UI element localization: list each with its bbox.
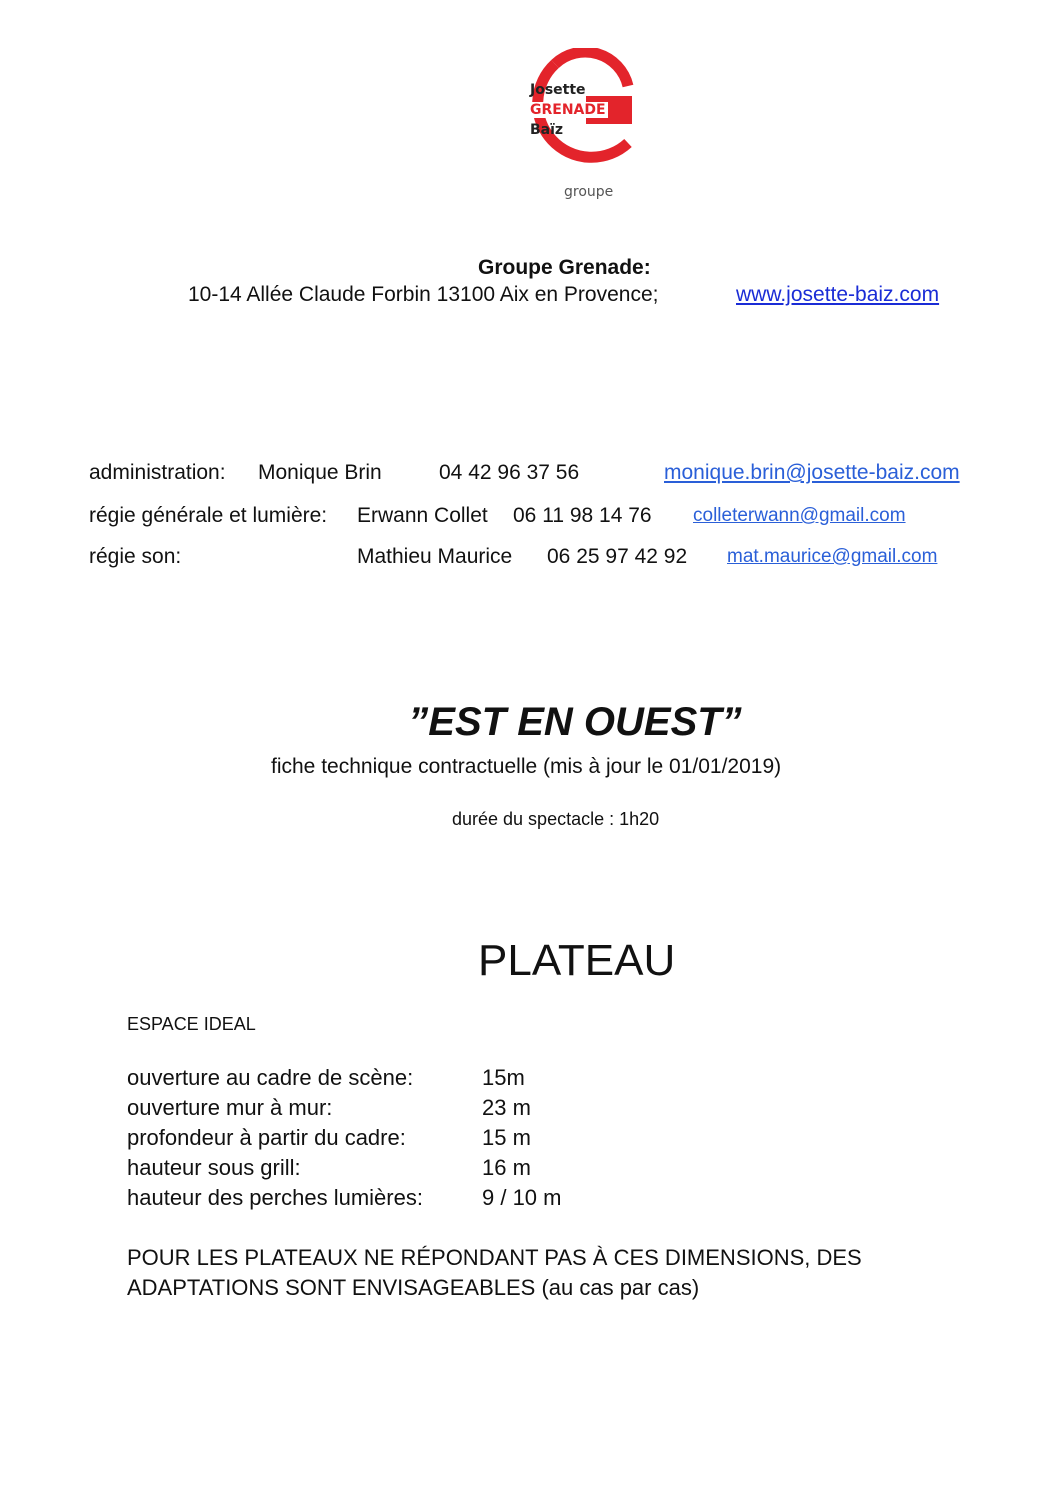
contact-phone: 06 25 97 42 92 <box>547 545 688 568</box>
dimension-value: 15 m <box>482 1125 531 1150</box>
contact-name: Mathieu Maurice <box>357 545 513 568</box>
logo-caption: groupe <box>564 184 614 200</box>
dimension-label: ouverture mur à mur: <box>127 1095 333 1120</box>
contact-phone: 04 42 96 37 56 <box>439 461 580 484</box>
logo-line-baiz: Baïz <box>530 122 564 138</box>
organization-name: Groupe Grenade: <box>478 256 651 279</box>
dimension-label: hauteur des perches lumières: <box>127 1185 423 1210</box>
contact-role: administration: <box>89 461 226 484</box>
contact-role: régie son: <box>89 545 182 568</box>
espace-label: ESPACE IDEAL <box>127 1014 256 1034</box>
show-title: ”EST EN OUEST” <box>408 700 742 744</box>
plateau-heading: PLATEAU <box>478 936 676 985</box>
dimension-label: profondeur à partir du cadre: <box>127 1125 406 1150</box>
company-logo <box>520 48 640 208</box>
dimension-value: 16 m <box>482 1155 531 1180</box>
dimension-label: ouverture au cadre de scène: <box>127 1065 414 1090</box>
contact-name: Monique Brin <box>258 461 382 484</box>
contact-name: Erwann Collet <box>357 504 488 527</box>
adaptation-note: POUR LES PLATEAUX NE RÉPONDANT PAS À CES DIMENSIONS, DES ADAPTATIONS SONT ENVISAGEABLES (au cas par cas) <box>127 1245 862 1300</box>
show-duration: durée du spectacle : 1h20 <box>452 809 660 829</box>
show-subtitle: fiche technique contractuelle (mis à jour le 01/01/2019) <box>271 755 782 778</box>
dimension-label: hauteur sous grill: <box>127 1155 301 1180</box>
organization-address: 10-14 Allée Claude Forbin 13100 Aix en Provence; <box>188 283 659 306</box>
dimension-value: 9 / 10 m <box>482 1185 562 1210</box>
website-link[interactable]: www.josette-baiz.com <box>736 283 940 306</box>
contact-phone: 06 11 98 14 76 <box>513 504 652 527</box>
logo-line-grenade: GRENADE <box>530 102 606 118</box>
dimension-value: 23 m <box>482 1095 531 1120</box>
logo-line-josette: Josette <box>530 82 586 98</box>
contact-email-link[interactable]: monique.brin@josette-baiz.com <box>664 461 960 484</box>
contact-role: régie générale et lumière: <box>89 504 328 527</box>
dimension-value: 15m <box>482 1065 525 1090</box>
contact-email-link[interactable]: colleterwann@gmail.com <box>693 505 906 526</box>
contact-email-link[interactable]: mat.maurice@gmail.com <box>727 546 938 567</box>
